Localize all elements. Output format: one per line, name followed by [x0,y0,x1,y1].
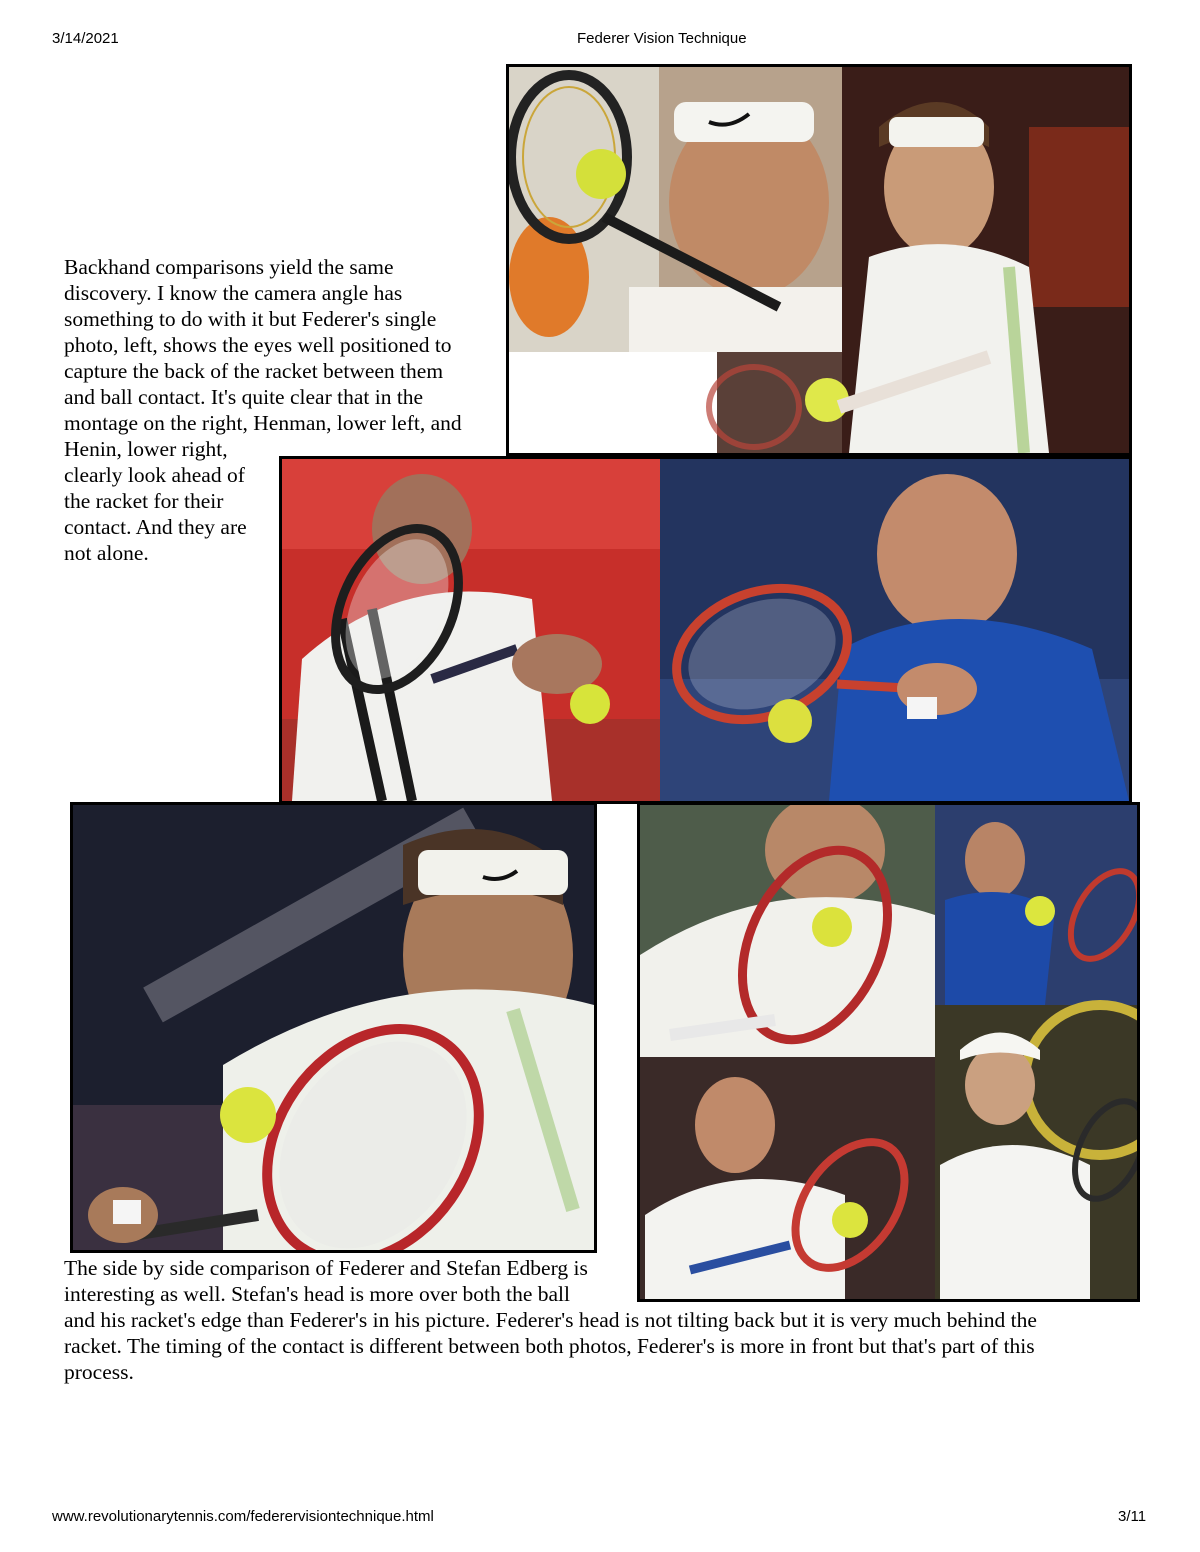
text-line: and his racket's edge than Federer's in his picture. Federer's head is not tilting back but it is very much behind the [64,1308,1037,1332]
photo-federer-backhand-single [70,802,597,1253]
print-date: 3/14/2021 [52,30,119,47]
text-line: clearly look ahead of [64,463,245,487]
text-line: montage on the right, Henman, lower left, and [64,411,462,435]
text-line: capture the back of the racket between them [64,359,444,383]
text-line: something to do with it but Federer's single [64,307,437,331]
text-line: the racket for their [64,489,224,513]
page-number: 3/11 [1118,1508,1147,1525]
text-line: not alone. [64,541,149,565]
text-line: racket. The timing of the contact is different between both photos, Federer's is more in front but that's part of this [64,1334,1035,1358]
photo-federer-forehand-montage [506,64,1132,456]
text-line: contact. And they are [64,515,247,539]
text-line: Backhand comparisons yield the same [64,255,394,279]
text-line: Henin, lower right, [64,437,228,461]
text-line: and ball contact. It's quite clear that in the [64,385,424,409]
page-url[interactable]: www.revolutionarytennis.com/federervisiontechnique.html [52,1508,434,1525]
text-line: discovery. I know the camera angle has [64,281,403,305]
page-title: Federer Vision Technique [577,30,747,47]
text-line: interesting as well. Stefan's head is more over both the ball [64,1282,571,1306]
paragraph-edberg-comparison [64,1255,1037,1385]
text-line: process. [64,1360,134,1384]
text-line: photo, left, shows the eyes well positioned to [64,333,452,357]
photo-backhand-montage-four [637,802,1140,1302]
photo-agassi-forehands [279,456,1132,804]
text-line: The side by side comparison of Federer and Stefan Edberg is [64,1256,588,1280]
